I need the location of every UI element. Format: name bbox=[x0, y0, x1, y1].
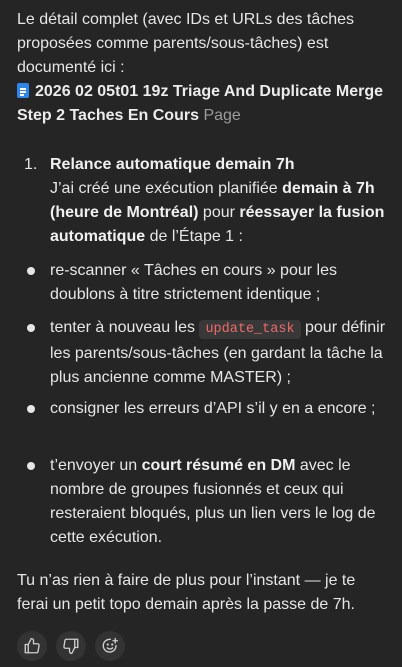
item-body-bold: réessayer la fusion automatique bbox=[50, 204, 385, 245]
message-actions bbox=[17, 631, 125, 661]
add-reaction-button[interactable] bbox=[95, 631, 125, 661]
page-link-title[interactable]: 2026 02 05t01 19z Triage And Duplicate Merge Step 2 Taches En Cours bbox=[17, 83, 384, 124]
item-body-text: pour bbox=[198, 204, 240, 221]
bullet-dot bbox=[27, 267, 35, 275]
bullet-dot bbox=[27, 405, 35, 413]
bullet-item-log-errors: consigner les erreurs d’API s’il y en a encore ; bbox=[50, 400, 376, 417]
bullet-item-rescan: re-scanner « Tâches en cours » pour les doublons à titre strictement identique ; bbox=[50, 262, 337, 303]
bullet-text: avec le nombre de groupes fusionnés et ceux qui resteraient bloqués, plus un lien vers le log de cette exécution. bbox=[50, 457, 376, 546]
intro-text: Le détail complet (avec IDs et URLs des tâches proposées comme parents/sous-tâches) est documenté ici : bbox=[17, 11, 355, 76]
item-body-text: J’ai créé une exécution planifiée bbox=[50, 180, 283, 197]
thumbs-up-icon bbox=[23, 637, 41, 655]
bullet-text: pour définir les parents/sous-tâches (en gardant la tâche la plus ancienne comme MASTER) ; bbox=[50, 319, 386, 386]
bullet-text: t’envoyer un bbox=[50, 457, 142, 474]
intro-paragraph bbox=[17, 8, 389, 128]
page-link[interactable] bbox=[17, 83, 383, 124]
list-item-scheduled-retry bbox=[50, 153, 390, 249]
item-body-text: de l’Étape 1 : bbox=[145, 228, 243, 245]
page-link-type: Page bbox=[203, 107, 241, 124]
bullet-dot bbox=[27, 324, 35, 332]
bullet-item-dm-summary bbox=[50, 454, 395, 550]
thumbs-down-button[interactable] bbox=[56, 631, 86, 661]
thumbs-down-icon bbox=[62, 637, 80, 655]
inline-code: update_task bbox=[199, 320, 300, 339]
outro-paragraph: Tu n’as rien à faire de plus pour l’instant — je te ferai un petit topo demain après la passe de 7h. bbox=[17, 572, 356, 613]
document-page-icon bbox=[17, 83, 29, 98]
bullet-text: tenter à nouveau les bbox=[50, 319, 200, 336]
thumbs-up-button[interactable] bbox=[17, 631, 47, 661]
bullet-bold: court résumé en DM bbox=[141, 457, 296, 474]
item-title: Relance automatique demain 7h bbox=[50, 156, 295, 173]
item-body-bold: demain à 7h (heure de Montréal) bbox=[50, 180, 375, 221]
bullet-item-update-task bbox=[50, 316, 395, 390]
list-number: 1. bbox=[24, 156, 38, 173]
bullet-dot bbox=[27, 462, 35, 470]
add-reaction-icon bbox=[101, 637, 119, 655]
